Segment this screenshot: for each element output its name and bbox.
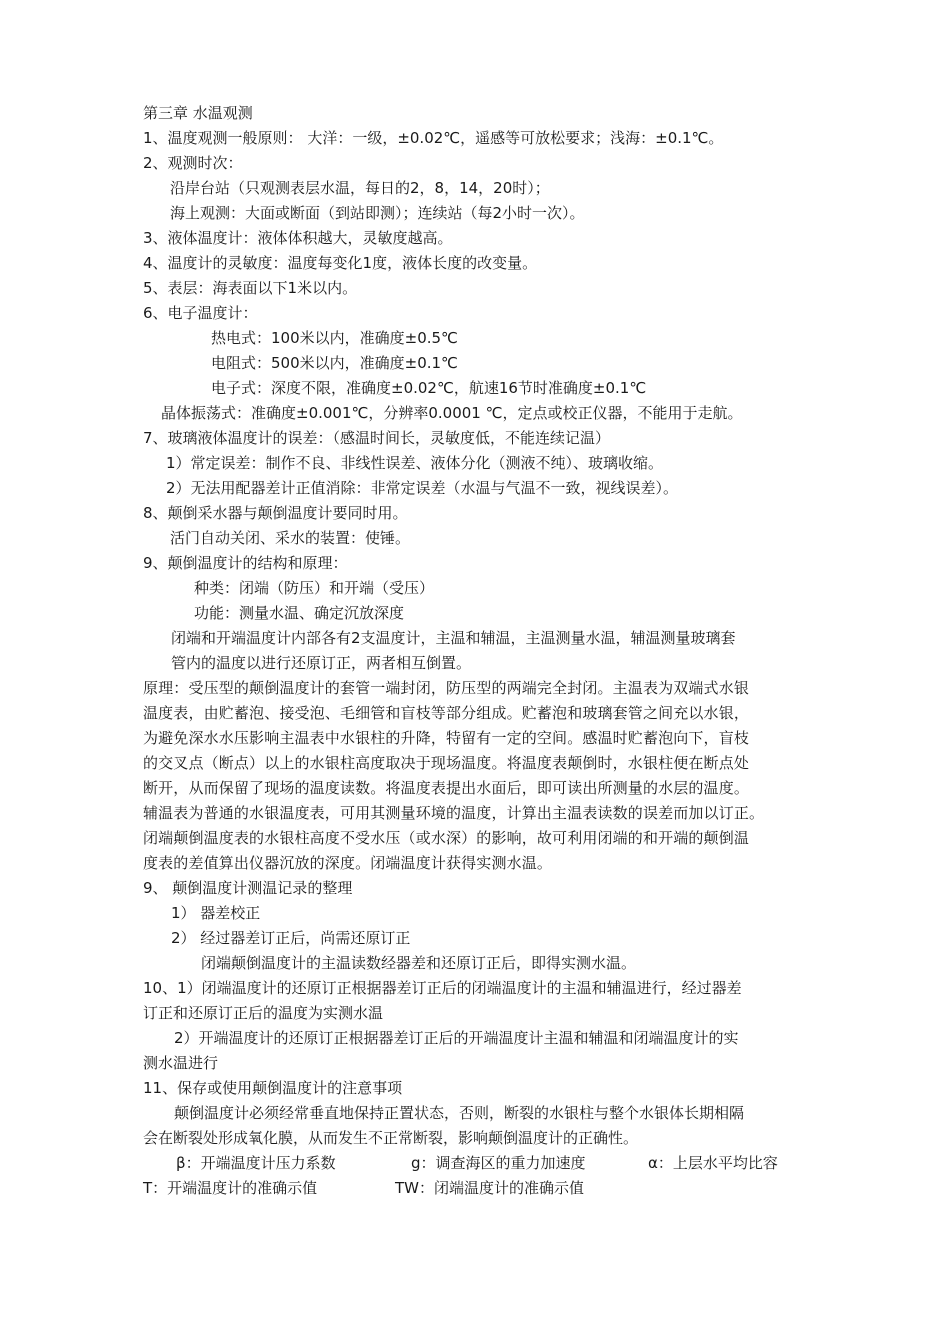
- text-line: 2） 经过器差订正后，尚需还原订正: [171, 929, 411, 947]
- text-line: 1）常定误差：制作不良、非线性误差、液体分化（测液不纯）、玻璃收缩。: [166, 454, 664, 472]
- text-line: 闭端颠倒温度表的水银柱高度不受水压（或水深）的影响，故可利用闭端的和开端的颠倒温: [143, 829, 750, 847]
- text-line: 原理：受压型的颠倒温度计的套管一端封闭，防压型的两端完全封闭。主温表为双端式水银: [143, 679, 750, 697]
- text-line: 10、1）闭端温度计的还原订正根据器差订正后的闭端温度计的主温和辅温进行，经过器差: [143, 979, 742, 997]
- text-line: 5、表层：海表面以下1米以内。: [143, 279, 358, 297]
- text-line: 辅温表为普通的水银温度表，可用其测量环境的温度，计算出主温表读数的误差而加以订正。: [143, 804, 765, 822]
- chapter-title: 第三章 水温观测: [143, 104, 253, 122]
- text-line: 8、颠倒采水器与颠倒温度计要同时用。: [143, 504, 408, 522]
- text-line: 颠倒温度计必须经常垂直地保持正置状态，否则，断裂的水银柱与整个水银体长期相隔: [174, 1104, 745, 1122]
- text-line: 度表的差值算出仪器沉放的深度。闭端温度计获得实测水温。: [143, 854, 553, 872]
- text-line: 4、温度计的灵敏度：温度每变化1度，液体长度的改变量。: [143, 254, 538, 272]
- text-line: 管内的温度以进行还原订正，两者相互倒置。: [171, 654, 472, 672]
- text-line: 9、颠倒温度计的结构和原理：: [143, 554, 348, 572]
- symbol-beta: β：开端温度计压力系数: [176, 1154, 336, 1172]
- symbol-tw: TW：闭端温度计的准确示值: [395, 1179, 584, 1197]
- text-line: 7、玻璃液体温度计的误差：（感温时间长，灵敏度低，不能连续记温）: [143, 429, 611, 447]
- text-line: 3、液体温度计：液体体积越大，灵敏度越高。: [143, 229, 453, 247]
- text-line: 的交叉点（断点）以上的水银柱高度取决于现场温度。将温度表颠倒时，水银柱便在断点处: [143, 754, 750, 772]
- text-line: 6、电子温度计：: [143, 304, 258, 322]
- text-line: 功能：测量水温、确定沉放深度: [194, 604, 405, 622]
- text-line: 2）无法用配器差计正值消除：非常定误差（水温与气温不一致，视线误差）。: [166, 479, 679, 497]
- symbol-t: T：开端温度计的准确示值: [143, 1179, 318, 1197]
- text-line: 11、保存或使用颠倒温度计的注意事项: [143, 1079, 403, 1097]
- text-line: 测水温进行: [143, 1054, 219, 1072]
- text-line: 订正和还原订正后的温度为实测水温: [143, 1004, 384, 1022]
- symbol-g: g：调查海区的重力加速度: [411, 1154, 586, 1172]
- text-line: 热电式：100米以内，准确度±0.5℃: [211, 329, 458, 347]
- text-line: 会在断裂处形成氧化膜，从而发生不正常断裂，影响颠倒温度计的正确性。: [143, 1129, 639, 1147]
- text-line: 闭端颠倒温度计的主温读数经器差和还原订正后，即得实测水温。: [201, 954, 637, 972]
- text-line: 沿岸台站（只观测表层水温，每日的2，8，14，20时）；: [170, 179, 550, 197]
- text-line: 晶体振荡式：准确度±0.001℃，分辨率0.0001 ℃，定点或校正仪器，不能用于走航。: [161, 404, 743, 422]
- text-line: 2）开端温度计的还原订正根据器差订正后的开端温度计主温和辅温和闭端温度计的实: [174, 1029, 739, 1047]
- text-line: 电子式：深度不限，准确度±0.02℃，航速16节时准确度±0.1℃: [211, 379, 647, 397]
- symbol-alpha: α：上层水平均比容: [648, 1154, 778, 1172]
- text-line: 闭端和开端温度计内部各有2支温度计，主温和辅温，主温测量水温，辅温测量玻璃套: [171, 629, 736, 647]
- text-line: 活门自动关闭、采水的装置：使锤。: [170, 529, 411, 547]
- text-line: 海上观测：大面或断面（到站即测）；连续站（每2小时一次）。: [170, 204, 585, 222]
- text-line: 种类：闭端（防压）和开端（受压）: [194, 579, 435, 597]
- text-line: 2、观测时次：: [143, 154, 243, 172]
- text-line: 为避免深水水压影响主温表中水银柱的升降，特留有一定的空间。感温时贮蓄泡向下，盲枝: [143, 729, 750, 747]
- text-line: 1、温度观测一般原则： 大洋：一级，±0.02℃，遥感等可放松要求；浅海：±0.1℃。: [143, 129, 724, 147]
- text-line: 1） 器差校正: [171, 904, 261, 922]
- text-line: 断开，从而保留了现场的温度读数。将温度表提出水面后，即可读出所测量的水层的温度。: [143, 779, 750, 797]
- text-line: 9、 颠倒温度计测温记录的整理: [143, 879, 353, 897]
- text-line: 电阻式：500米以内，准确度±0.1℃: [211, 354, 458, 372]
- text-line: 温度表，由贮蓄泡、接受泡、毛细管和盲枝等部分组成。贮蓄泡和玻璃套管之间充以水银，: [143, 704, 750, 722]
